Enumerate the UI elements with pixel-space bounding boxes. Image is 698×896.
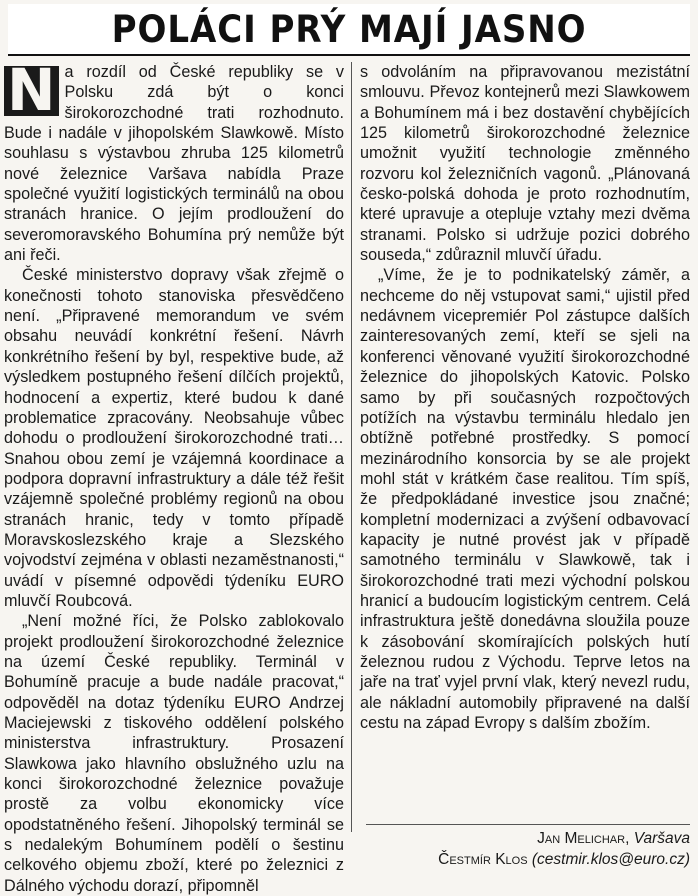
article-paragraph-3: „Není možné říci, že Polsko zablokovalo projekt prodloužení širokorozchodné železnice na území České republiky. Terminál v Bohumíně pracuje a bude nadále pracovat,“ odpověděl na dotaz týdeníku EURO Andrzej Maciejewski z tiskového oddělení polského ministerstva infrastruktury. Prosazení Slawkowa jako hlavního obslužného uzlu na konci širokorozchodné železnice považuje prostě za volbu ekonomicky více opodstatněného řešení. Jihopolský terminál se s nedalekým Bohumínem podělí o šestinu celkového objemu zboží, které po železnici z Dálného východu dorazí, připomněl — [4, 612, 344, 895]
author-signature — [366, 828, 690, 870]
article-paragraph-4: s odvoláním na připravovanou mezistátní smlouvu. Převoz kontejnerů mezi Slawkowem a Bohumínem má i bez dostavění chybějících 125 kilometrů širokorozchodné železnice umožnit využití technologie změnného rozvoru kol železničních vagonů. „Plánovaná česko-polská dohoda je proto rozhodnutím, které upravuje a otepluje vztahy mezi dvěma stranami. Polsko si udržuje pozici dobrého souseda,“ zdůraznil mluvčí úřadu. — [360, 63, 690, 265]
headline-bar — [8, 4, 690, 56]
author-name: Jan Melichar — [537, 830, 626, 847]
article-paragraph-2: České ministerstvo dopravy však zřejmě o konečnosti tohoto stanoviska přesvědčeno není. „Připravené memorandum ve svém obsahu neuvádí konkrétní řešení. Návrh konkrétního řešení by byl, respektive bude, až výsledkem postupného řešení dílčích projektů, hodnocení a expertiz, které budou k dané problematice zpracovány. Neobsahuje vůbec dohodu o prodloužení širokorozchodné trati… Snahou obou zemí je vzájemná koordinace a podpora dopravní infrastruktury a dále též řešit vzájemně společné problémy regionů na obou stranách hranic, tedy v tomto případě Moravskoslezského kraje a Slezského vojvodství zejména v oblasti nezaměstnanosti,“ uvádí v písemné odpovědi týdeníku EURO mluvčí Roubcová. — [4, 266, 344, 610]
article-column-left — [4, 56, 344, 896]
article-column-right — [360, 62, 690, 733]
article-paragraph-1 — [4, 56, 344, 265]
author-line-2 — [366, 849, 690, 870]
drop-cap: N — [4, 66, 59, 116]
article-paragraph-5: „Víme, že je to podnikatelský záměr, a nechceme do něj vstupovat sami,“ ujistil před nedávnem vicepremiér Pol zástupce dalších zainteresovaných zemí, kteří se sjeli na konferenci věnované využití širokorozchodné železnice do jihopolských Katovic. Polsko samo by při současných rozpočtových potížích na výstavbu terminálu hledalo jen obtížně potřebné prostředky. S pomocí mezinárodního konsorcia by se ale projekt mohl stát v krátkém čase realitou. Tím spíš, že předpokládané investice jsou značné; kompletní modernizaci a zvýšení odbavovací kapacity je nutné provést jak v případě samotného terminálu v Slawkowě, tak i širokorozchodné trati mezi východní polskou hranicí a budoucím logistickým centrem. Celá infrastruktura ještě donedávna sloužila pouze k zásobování skomírajících polských hutí železnou rudou z Východu. Teprve letos na jaře na trať vyjel první vlak, který nevezl rudu, ale nákladní automobily připravené na další cestu na západ Evropy s dalším zbožím. — [360, 266, 690, 732]
signature-divider — [366, 824, 690, 825]
author-line-1: Jan Melichar, Varšava — [537, 830, 690, 847]
author-email: (cestmir.klos@euro.cz) — [531, 851, 690, 868]
column-divider — [351, 62, 352, 832]
paragraph-text: a rozdíl od České republiky se v Polsku zdá být o konci širokorozchodné trati rozhodnuto. Bude i nadále v jihopolském Slawkowě. Místo souhlasu s výstavbou zhruba 125 kilometrů nové železnice Varšava nabídla Praze společné využití logistických terminálů na obou stranách hranice. O jejím prodloužení do severomoravského Bohumína prý nemůže být ani řeči. — [4, 63, 344, 265]
author-name: Čestmír Klos — [438, 851, 528, 868]
article-headline: POLÁCI PRÝ MAJÍ JASNO — [111, 7, 587, 51]
author-location: Varšava — [633, 830, 690, 847]
